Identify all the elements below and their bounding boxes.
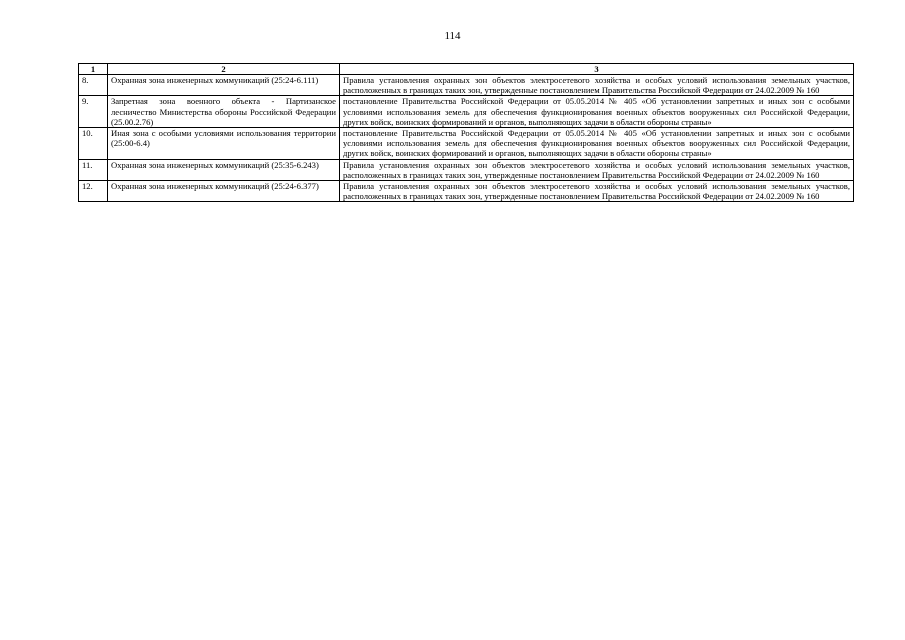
row-number: 10. <box>79 128 108 160</box>
table-row <box>79 128 854 160</box>
row-number: 12. <box>79 181 108 202</box>
table-row <box>79 75 854 96</box>
zones-table <box>78 63 854 202</box>
table-row <box>79 96 854 128</box>
column-header-1: 1 <box>79 64 108 75</box>
table-row <box>79 159 854 180</box>
row-number: 9. <box>79 96 108 128</box>
legal-basis: постановление Правительства Российской Федерации от 05.05.2014 № 405 «Об установлении запретных и иных зон с особыми условиями использования земель для обеспечения функционирования военных объектов вооруженных сил Российской Федерации, других войск, воинских формирований и органов, выполняющих задачи в области обороны страны» <box>340 128 854 160</box>
zone-name: Иная зона с особыми условиями использования территории (25:00-6.4) <box>108 128 340 160</box>
row-number: 8. <box>79 75 108 96</box>
row-number: 11. <box>79 159 108 180</box>
table-row <box>79 181 854 202</box>
column-header-3: 3 <box>340 64 854 75</box>
page-number: 114 <box>444 30 461 42</box>
zone-name: Охранная зона инженерных коммуникаций (25:35-6.243) <box>108 159 340 180</box>
zone-name: Запретная зона военного объекта - Партизанское лесничество Министерства обороны Российской Федерации (25.00.2.76) <box>108 96 340 128</box>
legal-basis: Правила установления охранных зон объектов электросетевого хозяйства и особых условий использования земельных участков, расположенных в границах таких зон, утвержденные постановлением Правительства Российской Федерации от 24.02.2009 № 160 <box>340 181 854 202</box>
zone-name: Охранная зона инженерных коммуникаций (25:24-6.377) <box>108 181 340 202</box>
legal-basis: Правила установления охранных зон объектов электросетевого хозяйства и особых условий использования земельных участков, расположенных в границах таких зон, утвержденные постановлением Правительства Российской Федерации от 24.02.2009 № 160 <box>340 159 854 180</box>
legal-basis: постановление Правительства Российской Федерации от 05.05.2014 № 405 «Об установлении запретных и иных зон с особыми условиями использования земель для обеспечения функционирования военных объектов вооруженных сил Российской Федерации, других войск, воинских формирований и органов, выполняющих задачи в области обороны страны» <box>340 96 854 128</box>
legal-basis: Правила установления охранных зон объектов электросетевого хозяйства и особых условий использования земельных участков, расположенных в границах таких зон, утвержденные постановлением Правительства Российской Федерации от 24.02.2009 № 160 <box>340 75 854 96</box>
column-header-2: 2 <box>108 64 340 75</box>
table-header-row <box>79 64 854 75</box>
zone-name: Охранная зона инженерных коммуникаций (25:24-6.111) <box>108 75 340 96</box>
